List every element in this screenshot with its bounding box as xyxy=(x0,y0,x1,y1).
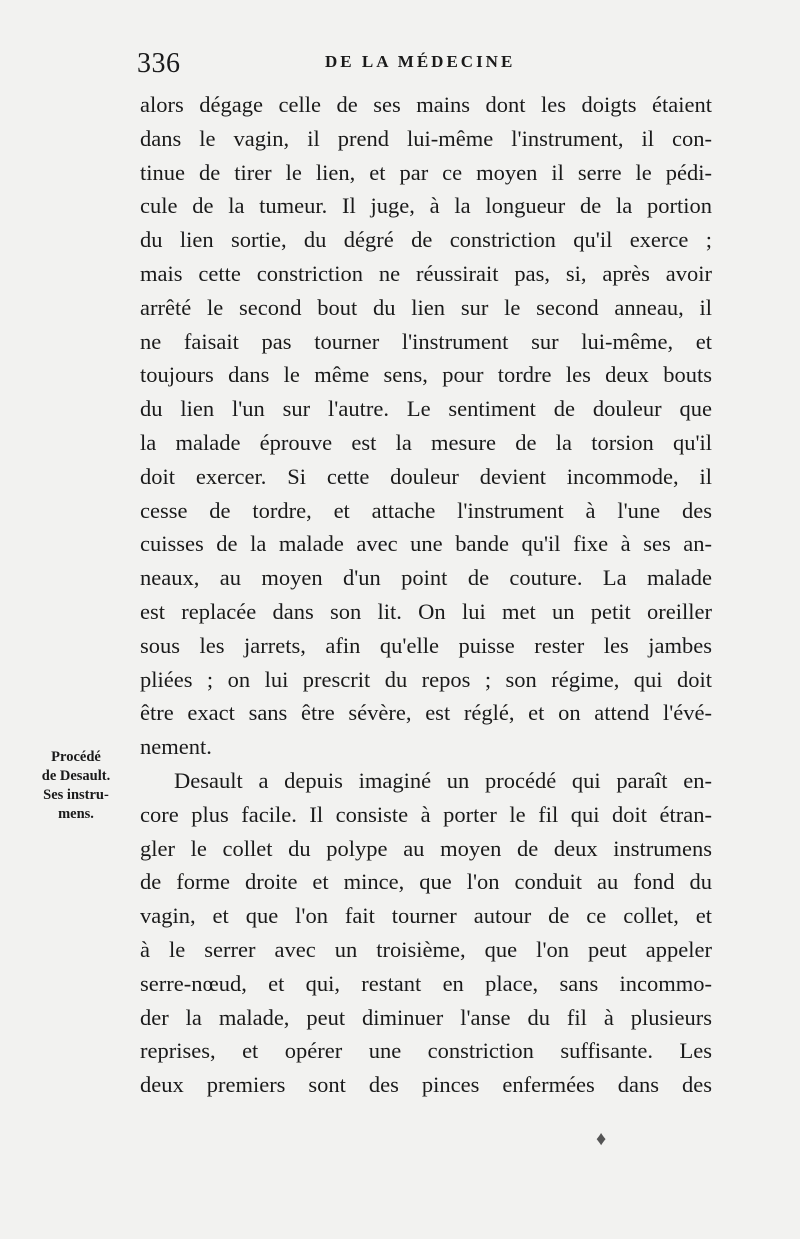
text-line: sous les jarrets, afin qu'elle puisse rester les jambes xyxy=(140,632,712,658)
text-line: tinue de tirer le lien, et par ce moyen il serre le pédi- xyxy=(140,159,712,185)
text-line: est replacée dans son lit. On lui met un petit oreiller xyxy=(140,598,712,624)
ink-blot-mark: ♦ xyxy=(596,1128,607,1150)
text-line: neaux, au moyen d'un point de couture. La malade xyxy=(140,565,712,591)
text-line: doit exercer. Si cette douleur devient incommode, il xyxy=(140,463,712,489)
text-line: cesse de tordre, et attache l'instrument à l'une des xyxy=(140,497,712,523)
text-line: nement. xyxy=(140,734,212,760)
margin-note-line: Ses instru- xyxy=(43,787,109,803)
text-line: dans le vagin, il prend lui-même l'instrument, il con- xyxy=(140,125,712,151)
text-line: reprises, et opérer une constriction suffisante. Les xyxy=(140,1038,712,1064)
margin-note-line: de Desault. xyxy=(41,768,111,784)
text-line: du lien sortie, du dégré de constriction qu'il exerce ; xyxy=(140,227,712,253)
text-line: cule de la tumeur. Il juge, à la longueur de la portion xyxy=(140,193,712,219)
text-line: ne faisait pas tourner l'instrument sur lui-même, et xyxy=(140,328,712,354)
text-line: être exact sans être sévère, est réglé, et on attend l'évé- xyxy=(140,700,712,726)
text-line: de forme droite et mince, que l'on conduit au fond du xyxy=(140,869,712,895)
text-line: toujours dans le même sens, pour tordre les deux bouts xyxy=(140,362,712,388)
running-head: DE LA MÉDECINE xyxy=(325,52,516,71)
text-line: la malade éprouve est la mesure de la torsion qu'il xyxy=(140,429,712,455)
text-line: der la malade, peut diminuer l'anse du fil à plusieurs xyxy=(140,1004,712,1030)
margin-note-line: mens. xyxy=(58,806,94,822)
text-line: cuisses de la malade avec une bande qu'il fixe à ses an- xyxy=(140,531,712,557)
margin-note-line: Procédé xyxy=(51,749,101,765)
text-line: arrêté le second bout du lien sur le second anneau, il xyxy=(140,294,712,320)
margin-note xyxy=(20,748,132,824)
text-line: pliées ; on lui prescrit du repos ; son régime, qui doit xyxy=(140,666,712,692)
text-line: Desault a depuis imaginé un procédé qui paraît en- xyxy=(174,767,712,793)
text-line: du lien l'un sur l'autre. Le sentiment de douleur que xyxy=(140,396,712,422)
paragraph-1 xyxy=(140,88,712,764)
text-line: alors dégage celle de ses mains dont les doigts étaient xyxy=(140,92,712,117)
page-number: 336 xyxy=(137,48,181,79)
text-line: gler le collet du polype au moyen de deux instrumens xyxy=(140,835,712,861)
paragraph-2 xyxy=(140,764,712,1102)
text-line: deux premiers sont des pinces enfermées dans des xyxy=(140,1072,712,1098)
text-line: core plus facile. Il consiste à porter le fil qui doit étran- xyxy=(140,801,712,827)
text-line: serre-nœud, et qui, restant en place, sans incommo- xyxy=(140,970,712,996)
text-line: mais cette constriction ne réussirait pas, si, après avoir xyxy=(140,260,712,286)
text-line: vagin, et que l'on fait tourner autour de ce collet, et xyxy=(140,903,712,929)
text-line: à le serrer avec un troisième, que l'on peut appeler xyxy=(140,936,712,962)
body-text xyxy=(140,88,712,1102)
